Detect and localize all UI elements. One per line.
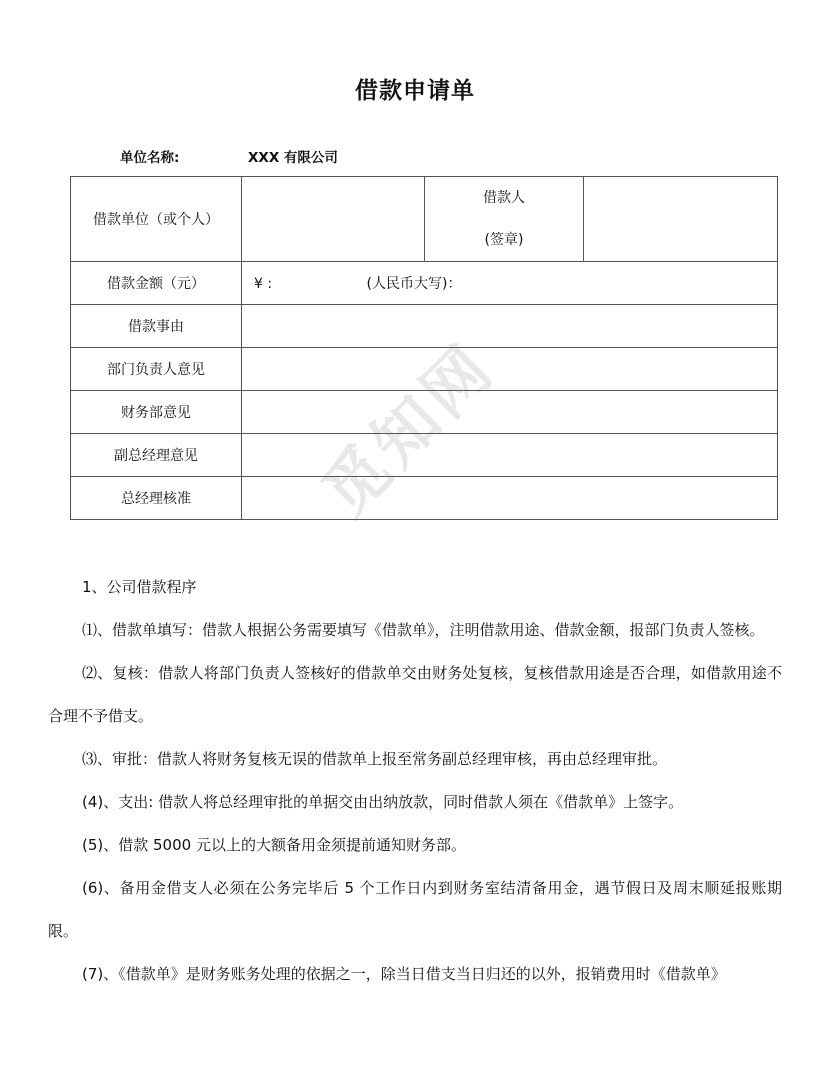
procedure-item: (4)、支出: 借款人将总经理审批的单据交由出纳放款，同时借款人须在《借款单》上签字。 (82, 793, 684, 811)
borrower-unit-field[interactable] (242, 177, 425, 262)
procedure-heading: 1、公司借款程序 (82, 578, 197, 596)
procedure-item: ⑶、审批：借款人将财务复核无误的借款单上报至常务副总经理审核，再由总经理审批。 (82, 750, 668, 768)
borrower-label: 借款人 (483, 190, 525, 206)
procedure-item: ⑵、复核：借款人将部门负责人签核好的借款单交由财务处复核，复核借款用途是否合理，如借款用途不合理不予借支。 (48, 664, 782, 725)
loan-amount-label: 借款金额（元） (71, 262, 242, 305)
loan-reason-field[interactable] (242, 305, 778, 348)
dept-head-opinion-field[interactable] (242, 348, 778, 391)
finance-opinion-label: 财务部意见 (71, 391, 242, 434)
finance-opinion-field[interactable] (242, 391, 778, 434)
procedure-item: (7)、《借款单》是财务账务处理的依据之一，除当日借支当日归还的以外，报销费用时《借款单》 (82, 965, 726, 983)
unit-name-label: 单位名称: (120, 150, 180, 166)
borrower-signature-field[interactable] (584, 177, 778, 262)
watermark: 觅知网 (308, 329, 510, 531)
borrower-signature-label (425, 177, 584, 262)
document-title: 借款申请单 (355, 78, 475, 104)
dept-head-opinion-label: 部门负责人意见 (71, 348, 242, 391)
procedure-item: (5)、借款 5000 元以上的大额备用金须提前通知财务部。 (82, 836, 466, 854)
loan-amount-field[interactable] (242, 262, 778, 305)
borrower-unit-label: 借款单位（或个人） (71, 177, 242, 262)
gm-approval-label: 总经理核准 (71, 477, 242, 520)
unit-name-value: XXX 有限公司 (248, 150, 338, 166)
deputy-gm-opinion-label: 副总经理意见 (71, 434, 242, 477)
deputy-gm-opinion-field[interactable] (242, 434, 778, 477)
rmb-uppercase-label: (人民币大写)： (366, 276, 462, 292)
gm-approval-field[interactable] (242, 477, 778, 520)
loan-reason-label: 借款事由 (71, 305, 242, 348)
procedure-item: (6)、备用金借支人必须在公务完毕后 5 个工作日内到财务室结清备用金，遇节假日及周末顺延报账期限。 (48, 879, 782, 940)
procedure-section (48, 566, 782, 996)
seal-label: (签章) (484, 232, 524, 248)
yen-label: ¥ : (254, 276, 273, 292)
loan-application-form (70, 176, 778, 520)
procedure-item: ⑴、借款单填写：借款人根据公务需要填写《借款单》，注明借款用途、借款金额，报部门负责人签核。 (82, 621, 765, 639)
